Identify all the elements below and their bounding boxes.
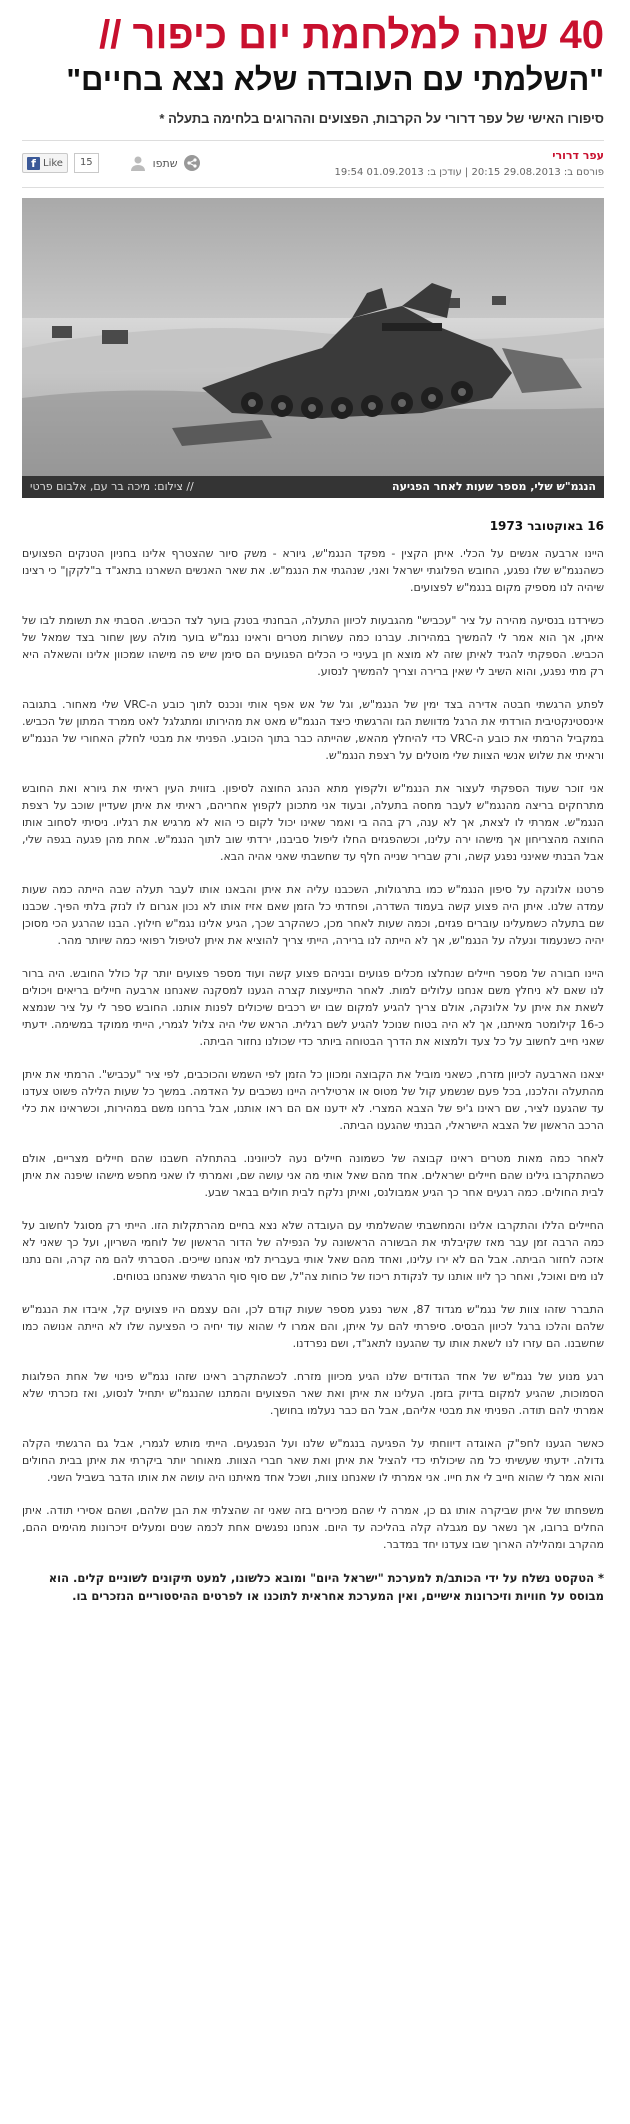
paragraph: משפחתו של איתן שביקרה אותו גם כן, אמרה לי שהם מכירים בזה שאני זה שהצלתי את הבן שלהם, ושהם אסירי תודה. איתן החלים ברובו, אך נשאר עם מגבלה קלה בהליכה עד היום. אנחנו נפגשים אחת לכמה שנים ומעלים זיכרונות מהימים ההם, מהקרב ומהלילה הארוך שבו צעדנו יחד במדבר. [22, 1504, 604, 1551]
paragraph: היינו ארבעה אנשים על הכלי. איתן הקצין - מפקד הנגמ"ש, גיורא - משק סיור שהצטרף אלינו בחניון הטנקים הפצועים כשהנגמ"ש שלו נפגע, החובש הפלוגתי ישראל ואני, שנהגתי את הנגמ"ש. את שאר האנשים השארנו בתאג"ד ב"לקקן" כי רצינו שיהיה לנו מספיק מקום בנגמ"ש לפצועים. [22, 547, 604, 594]
article-body [0, 498, 630, 1605]
user-icon[interactable] [129, 154, 147, 172]
paragraph: לאחר כמה מאות מטרים ראינו קבוצה של כשמונה חיילים נעה לכיוונינו. בהתחלה חשבנו שהם חיילים מצריים, אולם כשהתקרבו גילינו שהם חיילים ישראלים. אחד מהם שאל אותי מה אני עושה שם, ואמרתי לו שאני מחפש מישהו שיפנה את איתן לבית החולים. כמה רגעים אחר כך הגיע אמבולנס, ואיתן נלקח לבית חולים בבאר שבע. [22, 1152, 604, 1199]
paragraph: התברר שזהו צוות של נגמ"ש מגדוד 87, אשר נפגע מספר שעות קודם לכן, והם עצמם היו פצועים קל, איבדו את הנגמ"ש שלהם והלכו ברגל לכיוון הבסיס. סיפרתי להם על איתן, והם אמרו לי שהוא עוד יחיה כי הפציעה שלו לא הייתה אנושה כמו שחשבנו. הם עזרו לנו לשאת אותו עד שהגענו לתאג"ד, ושם נפרדנו. [22, 1303, 604, 1350]
kicker-text: 40 שנה למלחמת יום כיפור [132, 13, 604, 57]
paragraph: פרטנו אלונקה על סיפון הנגמ"ש כמו בתרגולות, השכבנו עליה את איתן והבאנו אותו לעבר תעלה שבה הייתה כמה שעות עמדה שלנו. איתן היה פצוע קשה בעמוד השדרה, ופחדתי כל הזמן שאם אזיז אותו לא נכון אגרום לו לנזק בלתי הפיך. שכבנו שם בתעלה כשמעלינו עוברים פגזים, וכמה שעות לאחר מכן, כשהקרב שכך, הגיע אלינו נגמ"ש חילוץ. הבנו שהרגע הכי מסוכן יהיה כשנעמוד ונעלה על הנגמ"ש, אך לא הייתה לנו ברירה, הייתי צריך להוציא את איתן לטיפול רפואי כמה שיותר מהר. [22, 883, 604, 947]
paragraph: כשירדנו בנסיעה מהירה על ציר "עכביש" מהגבעות לכיוון התעלה, הבחנתי בטנק בוער לצד הכביש. הסבתי את תשומת לבו של איתן, אך הוא אמר לי להמשיך במהירות. עברנו כמה עשרות מטרים וראינו נגמ"ש בוער מולה עשן שחור בצד שמאל של הכביש. הספקתי להגיד לאיתן שזה לא מוצא חן בעיניי כי הכלים הפגועים הם סימן שיש פה מישהו שמכוון אלינו והשאלה היא רק מתי נפגע, והוא השיב לי שאין ברירה וצריך להמשיך לנסוע. [22, 614, 604, 678]
facebook-icon: f [27, 157, 40, 170]
paragraph: אני זוכר שעוד הספקתי לעצור את הנגמ"ש ולקפוץ מתא הנהג החוצה לסיפון. בזווית העין ראיתי את גיורא ואת החובש מתרחקים בריצה מהנגמ"ש לעבר מחסה בתעלה, ובעוד אני מתכונן לקפוץ אחריהם, ראיתי את איתן שעדיין שוכב על רצפת הנגמ"ש. אמרתי לו לצאת, אך לא ענה, רק בהה בי ואמר שאינו יכול לקום כי הוא לא מרגיש את רגליו. ניסיתי לסחוב אותו החוצה מהצריחון אך מישהו ירה עלינו, וכשהפגזים החלו ליפול סביבנו, ירדתי שוב לתוך הנגמ"ש. אחת מהן פגעה בגפה שלי, אבל הבנתי שאינני נפגע קשה, ורק שבריר שנייה חלף עד שחשבתי שאני אהיה הבא. [22, 782, 604, 863]
share-bar [22, 153, 200, 173]
photo-credit: // צילום: מיכה בר עם, אלבום פרטי [30, 480, 194, 493]
paragraph: לפתע הרגשתי חבטה אדירה בצד ימין של הנגמ"ש, וגל של אש אפף אותי ונכנס לתוך כובע ה-VRC שלי מאחור. בתגובה אינסטינקטיבית הורדתי את הרגל מדוושת הגז והרגשתי כיצד הנגמ"ש מאט את מהירותו ומתגלגל לאט ממרד המתון של הכביש. במקביל הרמתי את כובע ה-VRC כדי להיחלץ מהאש, שהייתה כבר בתוך הכובע. הפניתי את מבטי לחלק האחורי של הנגמ"ש וראיתי את שלוש אנשי הצוות שלי מוטלים על רצפת הנגמ"ש. [22, 698, 604, 762]
section-kicker [0, 4, 630, 60]
caption-text: הנגמ"ש שלי, מספר שעות לאחר הפגיעה [392, 480, 596, 493]
article-subhead: סיפורו האישי של עפר דרורי על הקרבות, הפצועים וההרוגים בלחימה בתעלה * [159, 111, 604, 126]
kicker-slash: // [99, 13, 122, 57]
like-count: 15 [74, 153, 99, 173]
facebook-like-button[interactable] [22, 153, 68, 173]
photo-image [22, 198, 604, 498]
share-label[interactable]: שתפו [152, 156, 178, 170]
share-icon[interactable] [184, 155, 200, 171]
paragraph: יצאנו הארבעה לכיוון מזרח, כשאני מוביל את הקבוצה ומכוון כל הזמן לפי השמש והכוכבים, לפי ציר "עכביש". הרמתי את איתן מהתעלה והלכנו, בכל פעם שנשמע קול של מטוס או ארטילריה היינו נשכבים על האדמה. במשך כל שעות הלילה פשוט צעדנו עד שהגענו לציר, שם ראינו ג'יפ של הצבא המצרי. לא ידענו אם הם ראו אותנו, אבל ברחנו משם במהירות, וכשראינו את כלי הרכב הראשון של הצבא הישראלי, הבנתי שהגענו הביתה. [22, 1068, 604, 1132]
author-link[interactable]: עפר דרורי [552, 149, 604, 162]
article-photo[interactable] [22, 198, 604, 498]
paragraph: החיילים הללו והתקרבו אלינו והמחשבתי שהשלמתי עם העובדה שלא נצא בחיים מהרתקלות הזו. הייתי רק מסוגל לחשוב על כמה הרבה זמן עבר מאז שקיבלתי את הבשורה הראשונה על הנפילה של הדור הראשון של לוחמי השריון, ועל כך שאני לא אזכה לחזור הביתה. אבל הם לא ירו עלינו, ואחד מהם שאל אותי בעברית למי אנחנו שייכים. הסברתי להם מה קרה, והם נתנו לנו מים ואוכל, ואחר כך ליוו אותנו עד לנקודת ריכוז של כוחות צה"ל, שם סוף סוף הרגשתי שאנחנו בטוחים. [22, 1219, 604, 1283]
article-meta [22, 140, 604, 188]
article-headline: "השלמתי עם העובדה שלא נצא בחיים" [66, 62, 604, 97]
photo-caption [22, 476, 604, 498]
article-dateline: 16 באוקטובר 1973 [489, 519, 604, 533]
paragraph: היינו חבורה של מספר חיילים שנחלצו מכלים פגועים ובניהם פצוע קשה ועוד מספר פצועים יותר קל כולל החובש. היה ברור לנו שאם לא ניחלץ משם אנחנו עלולים למות. לאחר התייעצות קצרה הגענו למסקנה שאנחנו ארבעה חיילים בריאים ויכולים לשאת את איתן על אלונקה, אולם צריך להגיע למקום שבו יש רכבים שיכולים לפנות אותנו. החובש ספר לי על ציר שנמצא כ-16 קילומטר מאיתנו, אך לא היה בטוח שנוכל להגיע לשם רגלית. הראש שלי היה צלול לגמרי, הייתי ממוקד במשימה. ידעתי שאני חייב לחשוב על כל צעד ולמצוא את הדרך הבטוחה ביותר כדי שכולנו נחזור הביתה. [22, 967, 604, 1048]
publish-dates: פורסם ב: 29.08.2013 20:15 | עודכן ב: 01.09.2013 19:54 [334, 167, 604, 178]
paragraph: כאשר הגענו לחפ"ק האוגדה דיווחתי על הפגיעה בנגמ"ש שלנו ועל הנפגעים. הייתי מותש לגמרי, אבל גם הרגשתי הקלה גדולה. ידעתי שעשיתי כל מה שיכולתי כדי להציל את איתן ואת שאר חברי הצוות. מאוחר יותר ביקרתי את איתן בבית החולים והוא אמר לי שהוא חייב לי את חייו. אני אמרתי לו שאנחנו צוות, ושכל אחד מאיתנו היה עושה את אותו הדבר בשביל השני. [22, 1437, 604, 1484]
like-label: Like [43, 157, 63, 169]
article-footnote: * הטקסט נשלח על ידי הכותב/ת למערכת "ישראל היום" ומובא כלשונו, למעט תיקונים לשוניים קלים. הוא מבוסס על חוויות וזיכרונות אישיים, ואין המערכת אחראית לתוכנו או לפרטים ההיסטוריים הנזכרים בו. [48, 1571, 604, 1603]
paragraph: רגע מנוע של נגמ"ש של אחד הגדודים שלנו הגיע מכיוון מזרח. לכשהתקרב ראינו שזהו נגמ"ש פינוי של אחת הפלוגות הסמוכות, שהגיע למקום בדיוק בזמן. העלינו את איתן ואת שאר הפצועים והמתנו שהנגמ"ש יתחיל לנסוע, ואז נזכרתי שלא אמרתי להם תודה. הפניתי את מבטי אליהם, אבל הם כבר נעלמו בחושך. [22, 1370, 604, 1417]
